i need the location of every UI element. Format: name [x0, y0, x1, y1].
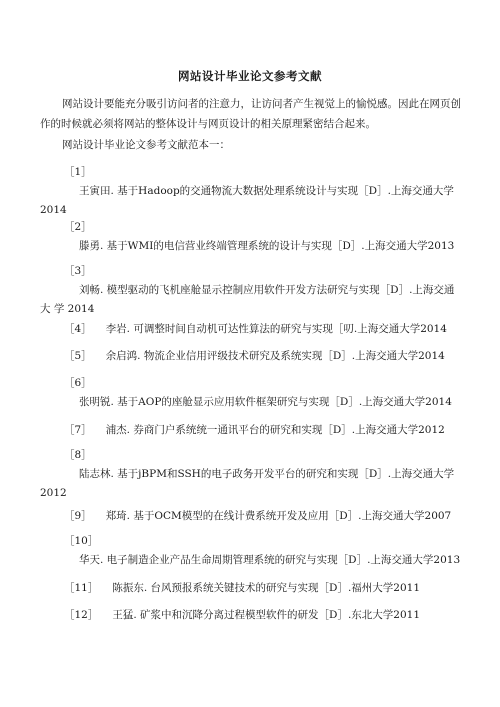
reference-number: ［4］	[64, 323, 92, 335]
reference-entry-11	[40, 579, 464, 598]
reference-number: ［12］	[64, 609, 99, 621]
reference-number: ［1］	[64, 166, 92, 178]
reference-number: ［8］	[64, 449, 92, 461]
reference-text: 郑琦. 基于OCM模型的在线计费系统开发及应用［D］.上海交通大学2007	[105, 510, 452, 522]
reference-entry-1	[40, 163, 464, 220]
reference-entry-4	[40, 320, 464, 339]
reference-entry-8	[40, 446, 464, 503]
reference-text: 陈振东. 台风预报系统关键技术的研究与实现［D］.福州大学2011	[112, 582, 421, 594]
reference-text: 浦杰. 券商门户系统统一通讯平台的研究和实现［D］.上海交通大学2012	[105, 424, 445, 436]
reference-entry-12	[40, 606, 464, 625]
reference-number: ［7］	[64, 424, 92, 436]
reference-number: ［6］	[64, 377, 92, 389]
reference-text: 张明锐. 基于AOP的座舱显示应用软件框架研究与实现［D］.上海交通大学2014	[79, 396, 452, 408]
reference-text: 刘畅. 模型驱动的飞机座舱显示控制应用软件开发方法研究与实现［D］.上海交通大 学 2014	[40, 284, 455, 315]
reference-entry-7	[40, 421, 464, 440]
reference-entry-9	[40, 507, 464, 526]
reference-entry-5	[40, 347, 464, 366]
references-subtitle: 网站设计毕业论文参考文献范本一：	[62, 139, 230, 151]
reference-number: ［9］	[64, 510, 92, 522]
document-title: 网站设计毕业论文参考文献	[178, 69, 322, 83]
reference-number: ［3］	[64, 265, 92, 277]
reference-text: 陆志林. 基于jBPM和SSH的电子政务开发平台的研究和实现［D］.上海交通大学 2012	[40, 468, 455, 499]
reference-number: ［10］	[64, 535, 99, 547]
reference-text: 滕勇. 基于WMI的电信营业终端管理系统的设计与实现［D］.上海交通大学2013	[79, 240, 455, 252]
intro-paragraph: 网站设计要能充分吸引访问者的注意力，让访问者产生视觉上的愉悦感。因此在网页创作的时候就必须将网站的整体设计与网页设计的相关原理紧密结合起来。	[40, 98, 461, 130]
reference-text: 王寅田. 基于Hadoop的交通物流大数据处理系统设计与实现［D］.上海交通大学 2014	[40, 185, 454, 216]
reference-text: 华天. 电子制造企业产品生命周期管理系统的研究与实现［D］.上海交通大学2013	[79, 554, 461, 566]
reference-text: 王猛. 矿浆中和沉降分离过程模型软件的研发［D］.东北大学2011	[112, 609, 421, 621]
reference-number: ［11］	[64, 582, 99, 594]
reference-text: 李岩. 可调整时间自动机可达性算法的研究与实现［叨.上海交通大学2014	[105, 323, 447, 335]
reference-entry-10	[40, 532, 464, 570]
reference-number: ［2］	[64, 221, 92, 233]
reference-entry-2	[40, 218, 464, 256]
reference-text: 余启鸿. 物流企业信用评级技术研究及系统实现［D］.上海交通大学2014	[105, 350, 445, 362]
reference-entry-6	[40, 374, 464, 412]
reference-entry-3	[40, 262, 464, 319]
reference-number: ［5］	[64, 350, 92, 362]
